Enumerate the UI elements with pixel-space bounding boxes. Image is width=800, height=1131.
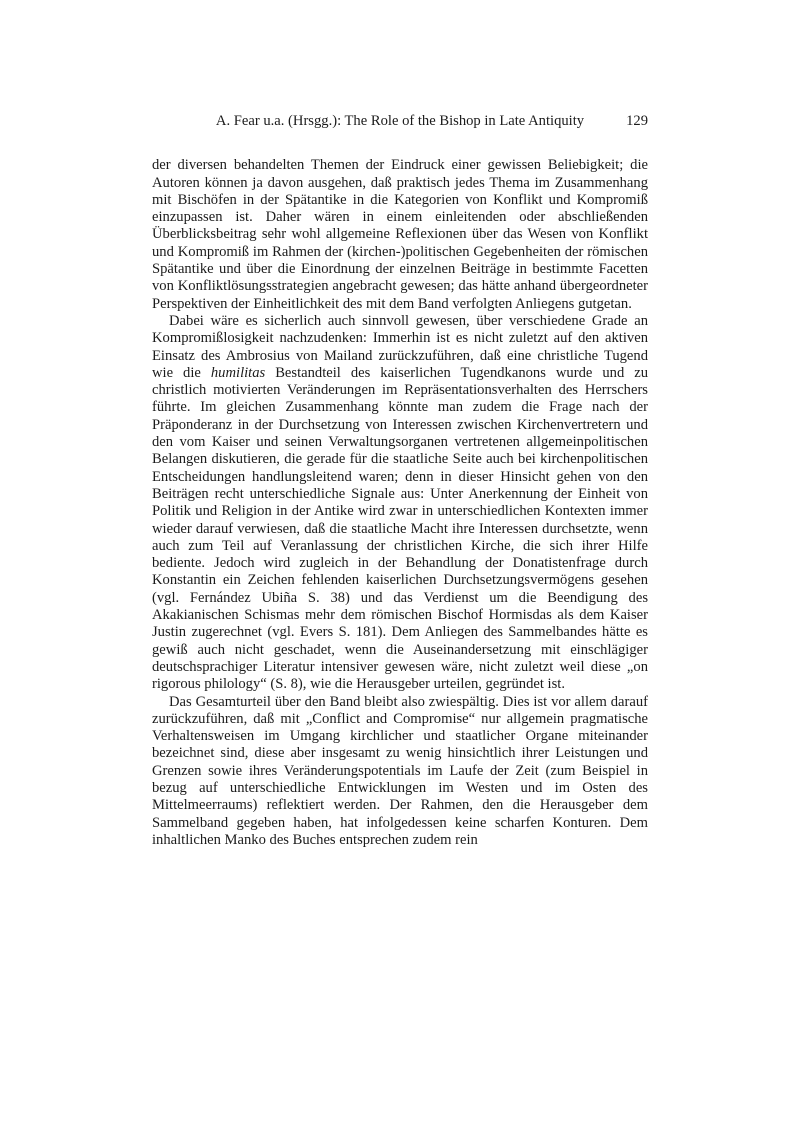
page-number: 129	[626, 113, 648, 129]
latin-term-italic: humilitas	[210, 364, 266, 381]
running-head	[152, 113, 648, 130]
paragraph-text: Dabei wäre es sicherlich auch sinnvoll gewesen, über verschiedene Grade an Kompromißlosigkeit nachzudenken: Immerhin ist es nicht zuletzt auf den aktiven Einsatz des Ambrosius von Mailand zurückzuführen, daß eine christliche Tugend wie die	[152, 312, 648, 381]
paragraph-continuation: der diversen behandelten Themen der Eindruck einer gewissen Beliebigkeit; die Autoren können ja davon ausgehen, daß praktisch jedes Thema im Zusammenhang mit Bischöfen in der Spätantike in die Kategorien von Konflikt und Kompromiß einzupassen ist. Daher wären in einem einleitenden oder abschließenden Überblicksbeitrag sehr wohl allgemeine Reflexionen über das Wesen von Konflikt und Kompromiß im Rahmen der (kirchen-)politischen Gegebenheiten der römischen Spätantike und über die Einordnung der einzelnen Beiträge in bestimmte Facetten von Konfliktlösungsstrategien angebracht gewesen; das hätte anhand übergeordneter Perspektiven der Einheitlichkeit des mit dem Band verfolgten Anliegens gutgetan.	[152, 157, 648, 312]
review-body	[152, 157, 648, 849]
paragraph: Das Gesamturteil über den Band bleibt also zwiespältig. Dies ist vor allem darauf zurückzuführen, daß mit „Conflict and Compromise“ nur allgemein pragmatische Verhaltensweisen im Umgang kirchlicher und staatlicher Organe miteinander bezeichnet sind, diese aber insgesamt zu wenig hinsichtlich ihrer Leistungen und Grenzen sowie ihres Veränderungspotentials im Laufe der Zeit (zum Beispiel in bezug auf unterschiedliche Entwicklungen im Westen und im Osten des Mittelmeerraums) reflektiert werden. Der Rahmen, den die Herausgeber dem Sammelband gegeben haben, hat infolgedessen keine scharfen Konturen. Dem inhaltlichen Manko des Buches entsprechen zudem rein	[152, 693, 648, 848]
paragraph-text: Bestandteil des kaiserlichen Tugendkanons wurde und zu christlich motivierten Veränderungen im Repräsentationsverhalten des Herrschers führte. Im gleichen Zusammenhang könnte man zudem die Frage nach der Präponderanz in der Durchsetzung von Interessen zwischen Kirchenvertretern und den vom Kaiser und seinen Verwaltungsorganen vertretenen allgemeinpolitischen Belangen diskutieren, die gerade für die staatliche Seite auch bei kirchenpolitischen Entscheidungen handlungsleitend waren; denn in dieser Hinsicht gehen von den Beiträgen recht unterschiedliche Signale aus: Unter Anerkennung der Einheit von Politik und Religion in der Antike wird zwar in unterschiedlichen Kontexten immer wieder darauf verwiesen, daß die staatliche Macht ihre Interessen durchsetzte, wenn auch zum Teil auf Veranlassung der christlichen Kirche, die sich ihrer Hilfe bediente. Jedoch wird zugleich in der Behandlung der Donatistenfrage durch Konstantin ein Zeichen fehlenden kaiserlichen Durchsetzungsvermögens gesehen (vgl. Fernández Ubiña S. 38) und das Verdienst um die Beendigung des Akakianischen Schismas mehr dem römischen Bischof Hormisdas als dem Kaiser Justin zugerechnet (vgl. Evers S. 181). Dem Anliegen des Sammelbandes hätte es gewiß auch nicht geschadet, wenn die Auseinandersetzung mit einschlägiger deutschsprachiger Literatur intensiver gewesen wäre, nicht zuletzt weil diese „on rigorous philology“ (S. 8), wie die Herausgeber urteilen, gegründet ist.	[152, 364, 648, 693]
paragraph	[152, 313, 648, 694]
running-head-title: A. Fear u.a. (Hrsgg.): The Role of the Bishop in Late Antiquity	[215, 113, 585, 129]
text-block	[152, 113, 648, 849]
